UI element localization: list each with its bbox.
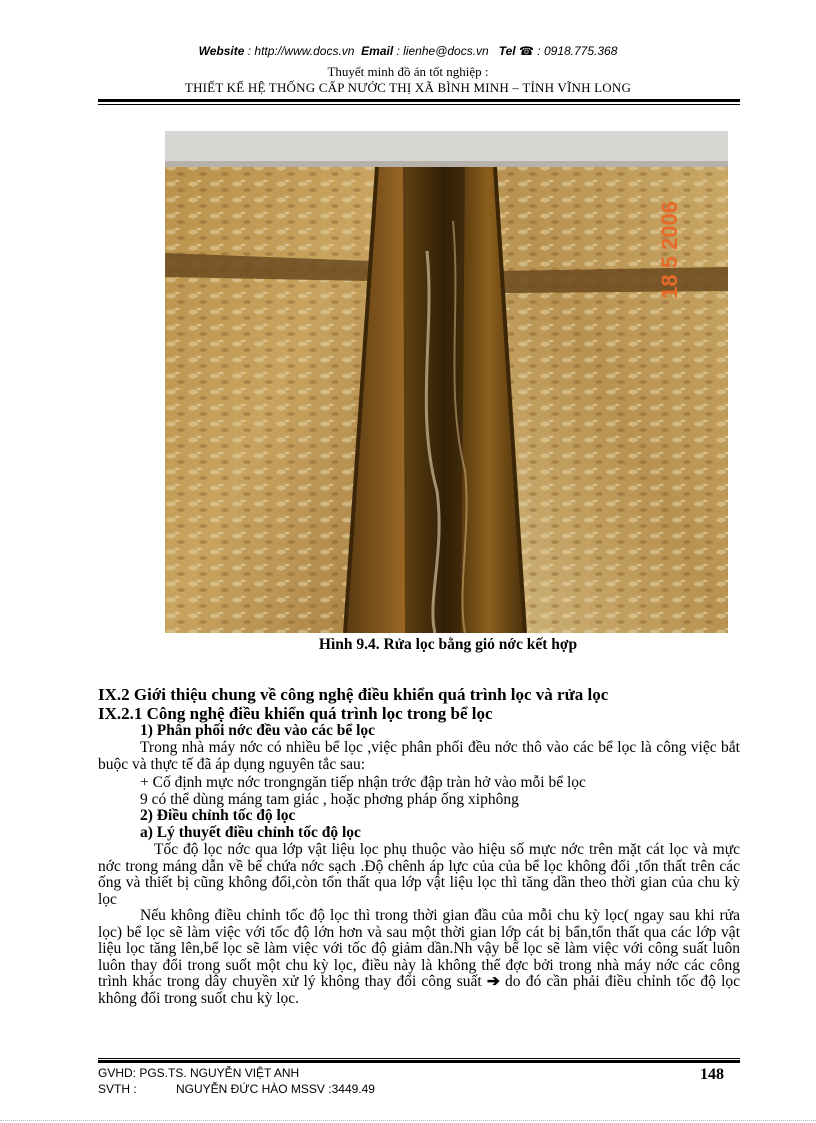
heading-ix2: IX.2 Giới thiệu chung về công nghệ điều khiển quá trình lọc và rửa lọc	[98, 685, 609, 704]
website-value: : http://www.docs.vn	[247, 44, 355, 58]
email-value: : lienhe@docs.vn	[396, 44, 489, 58]
photo-illustration	[165, 131, 728, 633]
figure-caption: Hình 9.4. Rửa lọc bằng gió nớc kết hợp	[318, 636, 578, 653]
website-label: Website	[198, 44, 245, 58]
bullet-line: + Cố định mực nớc trongngăn tiếp nhận trớc đập tràn hở vào mỗi bể lọc	[140, 774, 586, 791]
heading-2: 2) Điều chỉnh tốc độ lọc	[140, 807, 296, 824]
footer-rule	[98, 1060, 740, 1063]
email-label: Email	[361, 44, 394, 58]
document-title: THIẾT KẾ HỆ THỐNG CẤP NƯỚC THỊ XÃ BÌNH MINH – TỈNH VĨNH LONG	[184, 80, 632, 95]
page-number: 148	[700, 1066, 724, 1083]
footer-rule-thin	[98, 1058, 740, 1059]
date-stamp: 18 5 2006	[657, 201, 682, 299]
heading-a: a) Lý thuyết điều chỉnh tốc độ lọc	[140, 824, 361, 841]
header-rule	[98, 99, 740, 102]
bottom-dotted-line	[0, 1120, 816, 1122]
header-rule-thin	[98, 104, 740, 105]
line-9: 9 có thể dùng máng tam giác , hoặc phơng pháp ống xiphông	[140, 791, 519, 808]
footer-gvhd: GVHD: PGS.TS. NGUYỄN VIỆT ANH	[98, 1066, 300, 1080]
tel-label: Tel	[498, 44, 516, 58]
footer-svth-value: NGUYỄN ĐỨC HÀO MSSV :3449.49	[176, 1082, 375, 1096]
footer-svth-label: SVTH :	[98, 1082, 137, 1096]
heading-1: 1) Phân phối nớc đều vào các bể lọc	[140, 722, 376, 739]
paragraph-3	[98, 908, 740, 1007]
document-subtitle: Thuyết minh đồ án tốt nghiệp :	[327, 64, 489, 79]
filter-wash-photo	[165, 131, 728, 633]
paragraph-3-text: Nếu không điều chỉnh tốc độ lọc thì trong thời gian đầu của mỗi chu kỳ lọc( ngay sau khi rửa lọc) bể lọc sẽ làm việc với tốc độ lớn hơn và sau một thời gian lớp cát bị bẩn,tổn thất qua các lớp vật liệu lọc tăng lên,bể lọc sẽ làm việc với tốc độ giảm dần.Nh vậy bể lọc sẽ làm việc với công suất luôn luôn thay đổi trong suốt một chu kỳ lọc, điều này là không thể đợc bởi trong nhà máy nớc các công trình khác trong dây chuyền xử lý không thay đổi công suất	[98, 907, 740, 990]
heading-ix21: IX.2.1 Công nghệ điều khiển quá trình lọc trong bể lọc	[98, 704, 493, 723]
website-header	[0, 44, 816, 58]
arrow-right-icon: ➔	[486, 973, 500, 990]
tel-value: : 0918.775.368	[537, 44, 618, 58]
paragraph-3-end: do đó cần phải điều chỉnh tốc độ lọc không đổi trong suốt chu kỳ lọc.	[98, 973, 741, 1007]
paragraph-1: Trong nhà máy nớc có nhiều bể lọc ,việc phân phối đều nớc thô vào các bể lọc là công việc bắt buộc và thực tế đã áp dụng nguyên tắc sau:	[98, 739, 740, 773]
paragraph-2: Tốc độ lọc nớc qua lớp vật liệu lọc phụ thuộc vào hiệu số mực nớc trên mặt cát lọc và mực nớc trong máng dẫn về bể chứa nớc sạch .Độ chênh áp lực của của bể lọc không đổi ,tổn thất trên các ống và thiết bị cũng không đổi,còn tổn thất qua lớp vật liệu lọc thì tăng dần theo thời gian của chu kỳ lọc	[98, 841, 740, 908]
phone-icon: ☎	[519, 44, 534, 58]
